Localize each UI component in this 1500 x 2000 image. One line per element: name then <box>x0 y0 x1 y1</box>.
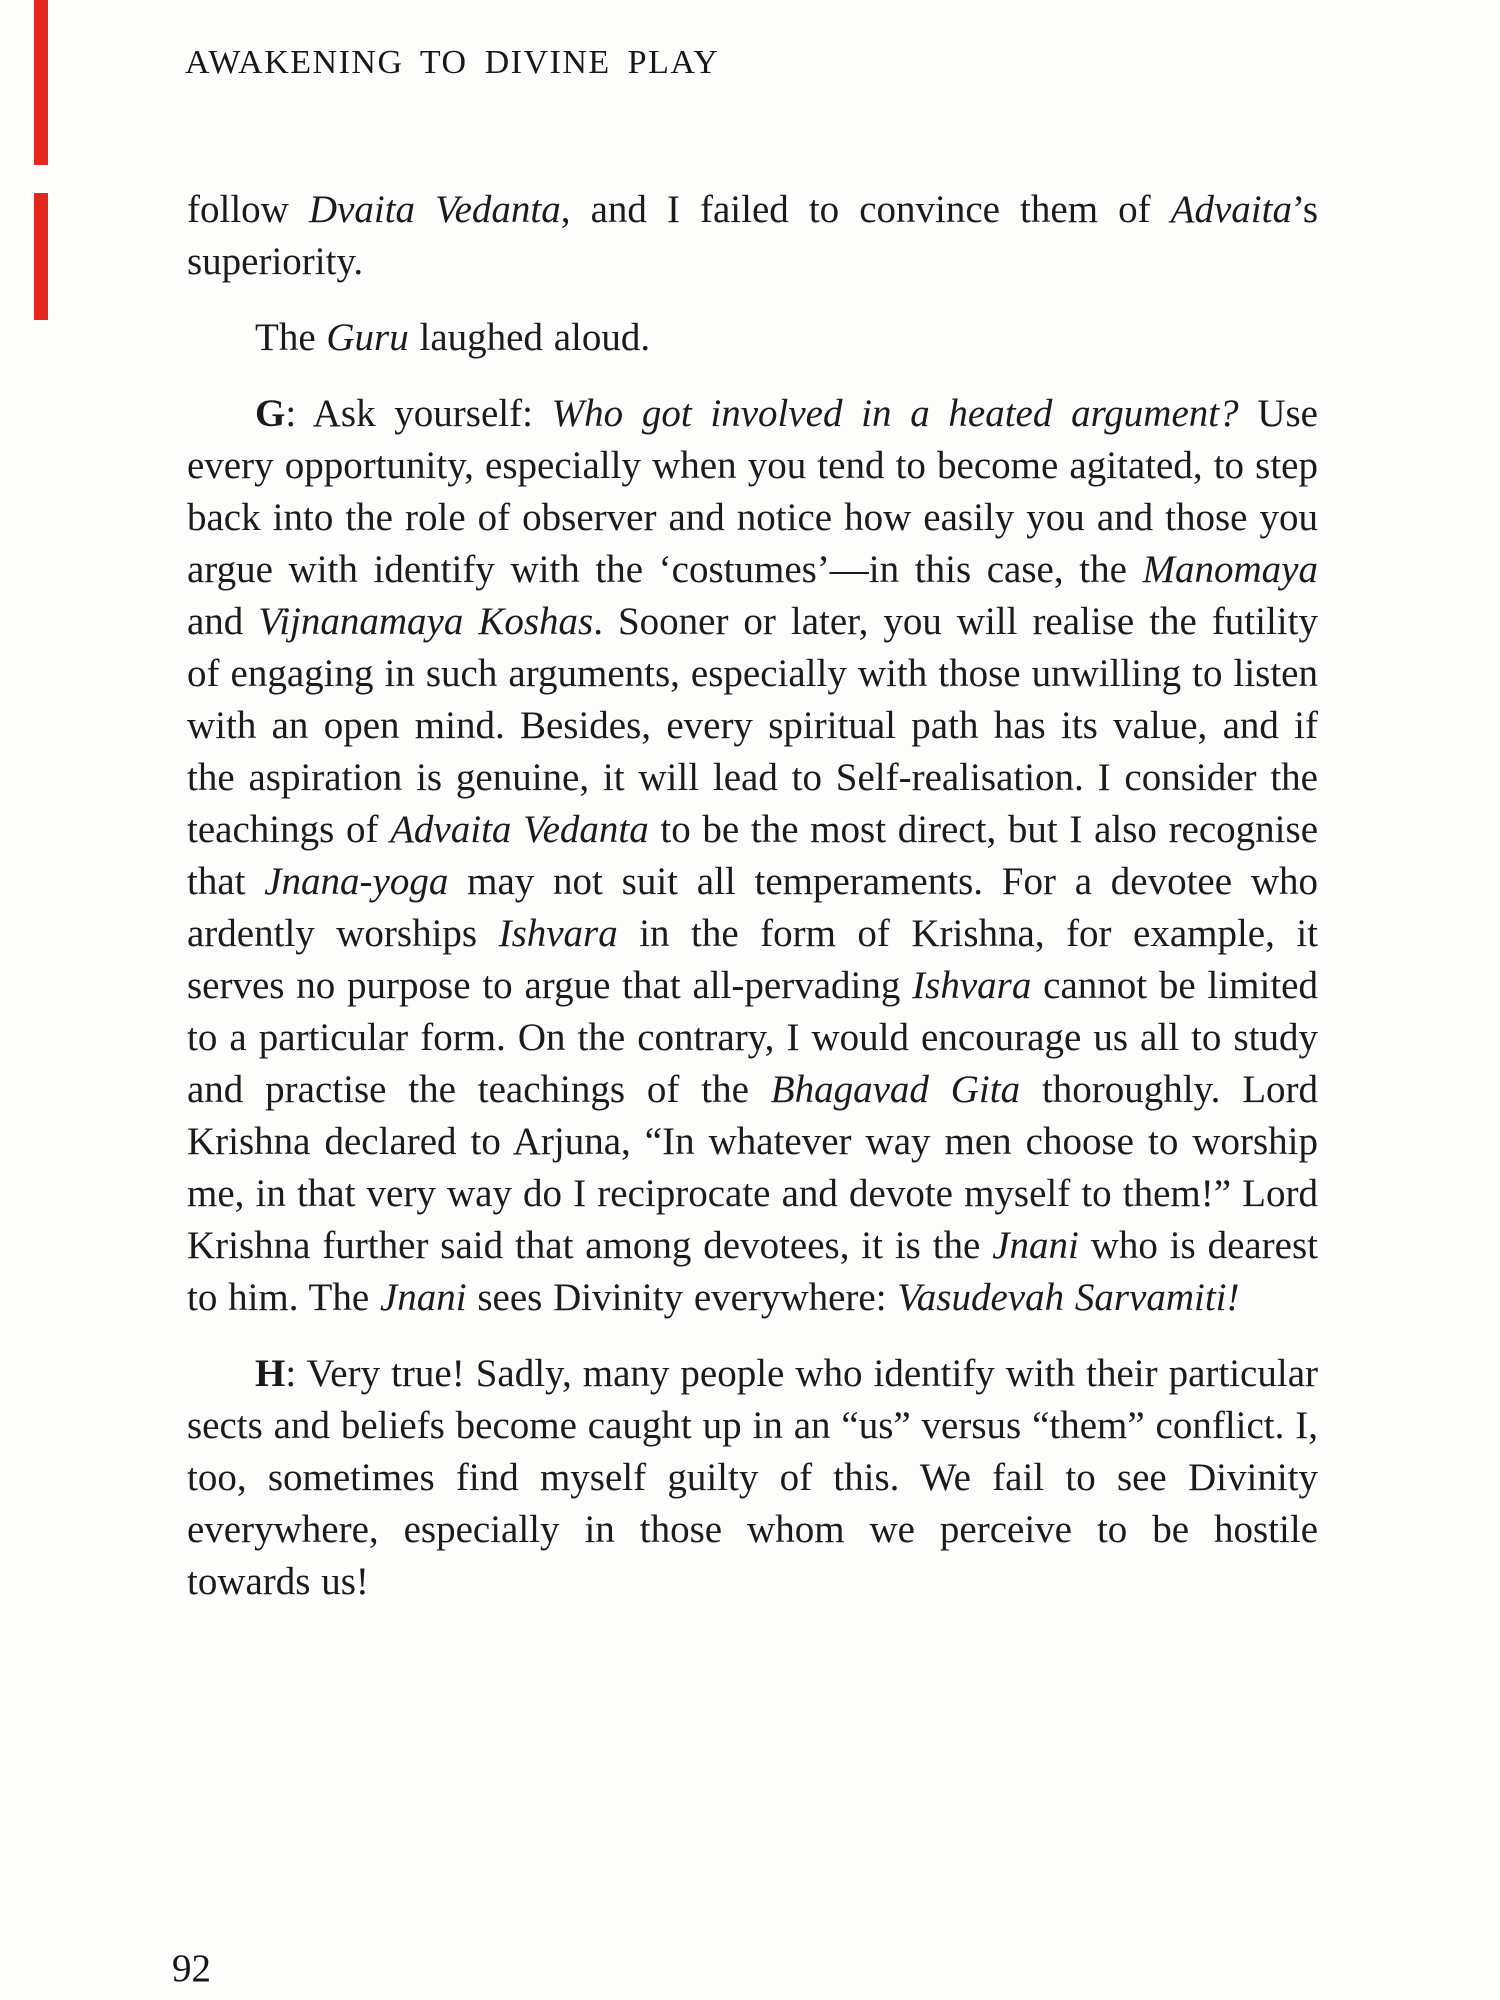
italic-term: Vijnanamaya Koshas <box>258 600 594 643</box>
speaker-label: H <box>255 1352 286 1395</box>
text-run: sees Divinity everywhere: <box>466 1276 898 1319</box>
text-run: . Sooner or later, you will realise the futility of engaging in such arguments, especially with those unwilling to listen with an open mind. Besides, every spiritual path has its value, and if the aspiration is genuine, it will lead to Self-realisation. I consider the teachings of <box>187 600 1318 851</box>
text-run: who is dearest to him. The <box>187 1224 1318 1319</box>
text-run: , and I failed to convince them of <box>560 188 1171 231</box>
text-run: in the form of Krishna, for example, it serves no purpose to argue that all-pervading <box>187 912 1319 1007</box>
italic-term: Jnani <box>992 1224 1079 1267</box>
italic-term: Ishvara <box>912 964 1032 1007</box>
body-text <box>187 184 1318 1608</box>
paragraph <box>187 388 1318 1324</box>
italic-term: Ishvara <box>498 912 618 955</box>
speaker-label: G <box>255 392 286 435</box>
italic-term: Advaita Vedanta <box>390 808 649 851</box>
red-edge-mark-top <box>34 0 48 165</box>
text-run: thoroughly. Lord Krishna declared to Arjuna, “In whatever way men choose to worship me, in that very way do I reciprocate and devote myself to them!” Lord Krishna further said that among devotees, it is the <box>187 1068 1319 1267</box>
text-run: laughed aloud. <box>408 316 651 359</box>
italic-term: Advaita <box>1170 188 1292 231</box>
text-run: Use every opportunity, especially when you tend to become agitated, to step back into the role of observer and notice how easily you and those you argue with identify with the ‘costumes’—in this case, the <box>187 392 1318 591</box>
italic-term: Jnana-yoga <box>264 860 449 903</box>
paragraph <box>187 184 1318 288</box>
italic-term: Vasudevah Sarvamiti! <box>897 1276 1240 1319</box>
text-run: follow <box>187 188 309 231</box>
italic-term: Guru <box>326 316 409 359</box>
text-run: may not suit all temperaments. For a devotee who ardently worships <box>187 860 1318 955</box>
italic-term: Jnani <box>379 1276 467 1319</box>
italic-term: Who got involved in a heated argument? <box>551 392 1239 435</box>
text-run: cannot be limited to a particular form. On the contrary, I would encourage us all to study and practise the teachings of the <box>187 964 1318 1111</box>
paragraph <box>187 1348 1318 1608</box>
red-edge-mark-bottom <box>34 193 48 320</box>
text-run: ’s superiority. <box>187 188 1318 283</box>
text-run: to be the most direct, but I also recognise that <box>187 808 1319 903</box>
running-header: AWAKENING TO DIVINE PLAY <box>185 44 720 81</box>
italic-term: Bhagavad Gita <box>770 1068 1021 1111</box>
text-run: and <box>187 600 259 643</box>
text-run: : Very true! Sadly, many people who identify with their particular sects and beliefs become caught up in an “us” versus “them” conflict. I, too, sometimes find myself guilty of this. We fail to see Divinity everywhere, especially in those whom we perceive to be hostile towards us! <box>187 1352 1318 1603</box>
text-run: The <box>255 316 327 359</box>
italic-term: Dvaita Vedanta <box>308 188 561 231</box>
paragraph <box>187 312 1318 364</box>
italic-term: Manomaya <box>1142 548 1318 591</box>
page-number: 92 <box>172 1947 211 1990</box>
text-run: : Ask yourself: <box>285 392 552 435</box>
